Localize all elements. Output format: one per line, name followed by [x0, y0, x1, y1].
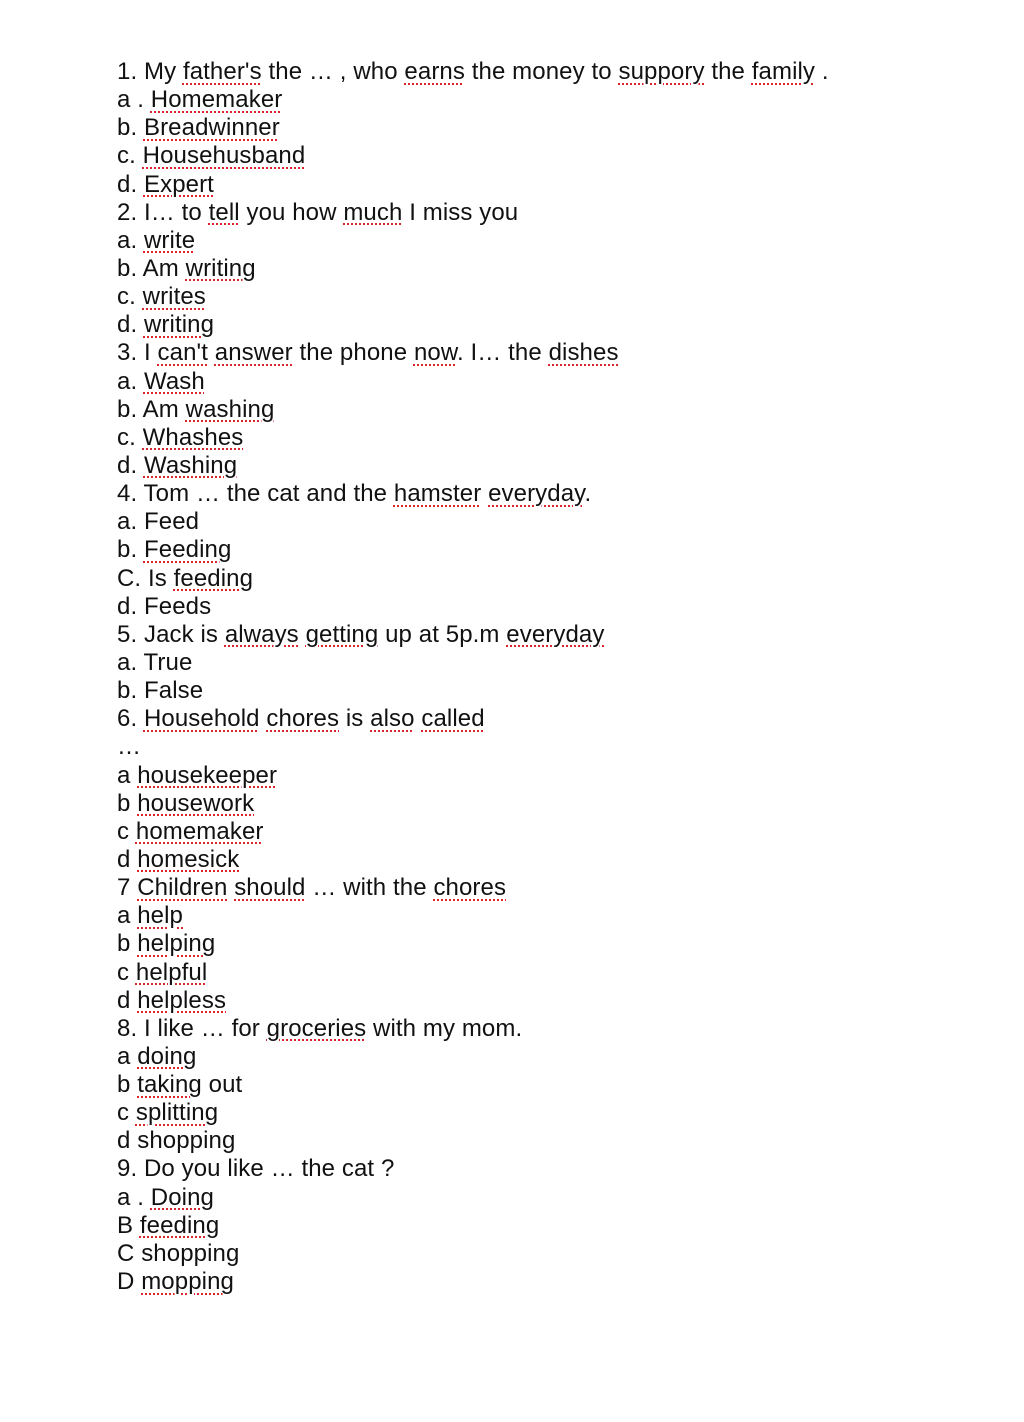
line-text: d. [117, 451, 144, 479]
spellcheck-flagged-word: taking [137, 1071, 202, 1099]
question-line [117, 480, 997, 508]
spellcheck-flagged-word: much [343, 198, 403, 226]
answer-option [117, 368, 997, 396]
line-text: b [117, 930, 138, 958]
answer-option [117, 255, 997, 283]
answer-option [117, 902, 997, 930]
line-text: . [815, 58, 829, 85]
answer-option [117, 1071, 997, 1099]
line-text: c [117, 958, 136, 986]
answer-option [117, 227, 997, 255]
spellcheck-flagged-word: Expert [143, 170, 214, 198]
line-text: c. [117, 283, 143, 311]
answer-option [117, 396, 997, 424]
line-text: d [117, 986, 138, 1014]
line-text: b [117, 789, 138, 817]
spellcheck-flagged-word: housework [137, 789, 255, 817]
line-text: a. [117, 226, 144, 254]
spellcheck-flagged-word: called [421, 705, 485, 733]
line-text: the phone [292, 339, 414, 367]
spellcheck-flagged-word: can't [157, 339, 208, 367]
line-text: a. [117, 367, 144, 395]
answer-option [117, 1268, 997, 1296]
answer-option [117, 930, 997, 958]
spellcheck-flagged-word: father's [182, 58, 262, 85]
spellcheck-flagged-word: help [137, 902, 183, 930]
question-line [117, 58, 997, 86]
line-text: c. [117, 423, 143, 451]
spellcheck-flagged-word: Feeding [143, 536, 232, 564]
spellcheck-flagged-word: Washing [143, 451, 238, 479]
spellcheck-flagged-word: groceries [266, 1014, 367, 1042]
line-text: B [117, 1211, 140, 1239]
question-line [117, 1155, 997, 1183]
answer-option [117, 311, 997, 339]
line-text: c. [117, 142, 143, 170]
answer-option [117, 424, 997, 452]
answer-option [117, 86, 997, 114]
spellcheck-flagged-word: homesick [137, 845, 240, 873]
line-text: I miss you [402, 198, 519, 226]
line-text: a [117, 761, 138, 789]
spellcheck-flagged-word: everyday [506, 620, 605, 648]
line-text: . I… the [456, 339, 549, 367]
spellcheck-flagged-word: should [234, 874, 306, 902]
line-text: 6. [117, 705, 144, 733]
answer-option [117, 565, 997, 593]
line-text: 5. Jack is [117, 620, 225, 648]
spellcheck-flagged-word: everyday [488, 480, 585, 508]
answer-option [117, 987, 997, 1015]
spellcheck-flagged-word: chores [266, 705, 340, 733]
line-text: a . [117, 1183, 151, 1211]
line-text: b. Am [117, 254, 186, 282]
line-text: b. Am [117, 395, 186, 423]
spellcheck-flagged-word: now [413, 339, 457, 367]
line-text: 9. Do you like … the cat ? [117, 1155, 395, 1183]
line-text: out [201, 1071, 243, 1099]
answer-option [117, 846, 997, 874]
spellcheck-flagged-word: answer [214, 339, 293, 367]
spellcheck-flagged-word: writes [142, 283, 206, 311]
worksheet [117, 58, 997, 1296]
spellcheck-flagged-word: homemaker [135, 817, 264, 845]
line-text: the … , who [261, 58, 405, 85]
answer-option [117, 1043, 997, 1071]
line-text: b. [117, 114, 144, 142]
line-text: the [704, 58, 752, 85]
answer-option [117, 1099, 997, 1127]
answer-option [117, 1184, 997, 1212]
spellcheck-flagged-word: suppory [618, 58, 705, 85]
answer-option [117, 142, 997, 170]
line-text [299, 621, 306, 648]
line-text: d. Feeds [117, 592, 212, 620]
line-text: with my mom. [366, 1014, 523, 1042]
spellcheck-flagged-word: earns [404, 58, 465, 85]
line-text: C shopping [117, 1239, 240, 1267]
answer-option [117, 171, 997, 199]
line-text: 4. Tom … the cat and the [117, 480, 394, 508]
answer-option [117, 508, 997, 536]
question-line [117, 733, 997, 761]
answer-option [117, 1240, 997, 1268]
line-text: c [117, 817, 136, 845]
line-text: a. Feed [117, 508, 200, 536]
spellcheck-flagged-word: mopping [141, 1268, 234, 1296]
answer-option [117, 283, 997, 311]
line-text: b. False [117, 677, 204, 705]
line-text: 2. I… to [117, 198, 209, 226]
spellcheck-flagged-word: Househusband [142, 142, 306, 170]
line-text [208, 339, 215, 366]
spellcheck-flagged-word: Homemaker [150, 86, 283, 114]
answer-option [117, 114, 997, 142]
question-line [117, 339, 997, 367]
spellcheck-flagged-word: family [751, 58, 816, 85]
line-text: 7 [117, 874, 138, 902]
line-text: up at 5p.m [378, 620, 507, 648]
spellcheck-flagged-word: doing [137, 1042, 197, 1070]
answer-option [117, 790, 997, 818]
line-text: d. [117, 311, 144, 339]
spellcheck-flagged-word: washing [185, 395, 275, 423]
line-text: … [117, 733, 142, 761]
line-text: a [117, 902, 138, 930]
spellcheck-flagged-word: getting [305, 620, 379, 648]
spellcheck-flagged-word: helpless [137, 986, 227, 1014]
spellcheck-flagged-word: write [143, 226, 196, 254]
spellcheck-flagged-word: also [370, 705, 415, 733]
line-text: the money to [464, 58, 619, 85]
spellcheck-flagged-word: feeding [173, 564, 254, 592]
question-line [117, 705, 997, 733]
spellcheck-flagged-word: Household [143, 705, 260, 733]
line-text: b [117, 1071, 138, 1099]
spellcheck-flagged-word: tell [208, 198, 240, 226]
answer-option [117, 452, 997, 480]
answer-option [117, 677, 997, 705]
answer-option [117, 536, 997, 564]
question-line [117, 1015, 997, 1043]
answer-option [117, 959, 997, 987]
spellcheck-flagged-word: hamster [393, 480, 482, 508]
line-text: a. True [117, 648, 193, 676]
spellcheck-flagged-word: always [224, 620, 299, 648]
line-text: c [117, 1099, 136, 1127]
answer-option [117, 649, 997, 677]
line-text: is [339, 705, 371, 733]
answer-option [117, 1212, 997, 1240]
line-text: d [117, 845, 138, 873]
spellcheck-flagged-word: feeding [139, 1211, 220, 1239]
line-text: b. [117, 536, 144, 564]
line-text: 3. I [117, 339, 158, 367]
spellcheck-flagged-word: writing [185, 254, 256, 282]
spellcheck-flagged-word: Breadwinner [143, 114, 280, 142]
question-line [117, 199, 997, 227]
spellcheck-flagged-word: Doing [150, 1183, 214, 1211]
line-text: . [584, 480, 592, 508]
line-text: D [117, 1268, 142, 1296]
line-text: … with the [305, 874, 434, 902]
line-text: d. [117, 170, 144, 198]
spellcheck-flagged-word: Wash [143, 367, 205, 395]
line-text: 8. I like … for [117, 1014, 267, 1042]
spellcheck-flagged-word: writing [143, 311, 215, 339]
question-line [117, 621, 997, 649]
line-text: a [117, 1042, 138, 1070]
line-text: you how [239, 198, 344, 226]
spellcheck-flagged-word: Whashes [142, 423, 244, 451]
line-text: a . [117, 86, 151, 114]
line-text: 1. My [117, 58, 183, 85]
line-text: d shopping [117, 1127, 236, 1155]
spellcheck-flagged-word: dishes [548, 339, 619, 367]
answer-option [117, 818, 997, 846]
line-text: C. Is [117, 564, 174, 592]
spellcheck-flagged-word: Children [137, 874, 228, 902]
spellcheck-flagged-word: helpful [135, 958, 208, 986]
answer-option [117, 593, 997, 621]
spellcheck-flagged-word: housekeeper [137, 761, 278, 789]
question-line [117, 874, 997, 902]
spellcheck-flagged-word: helping [137, 930, 216, 958]
spellcheck-flagged-word: chores [433, 874, 507, 902]
spellcheck-flagged-word: splitting [135, 1099, 219, 1127]
answer-option [117, 1127, 997, 1155]
answer-option [117, 762, 997, 790]
